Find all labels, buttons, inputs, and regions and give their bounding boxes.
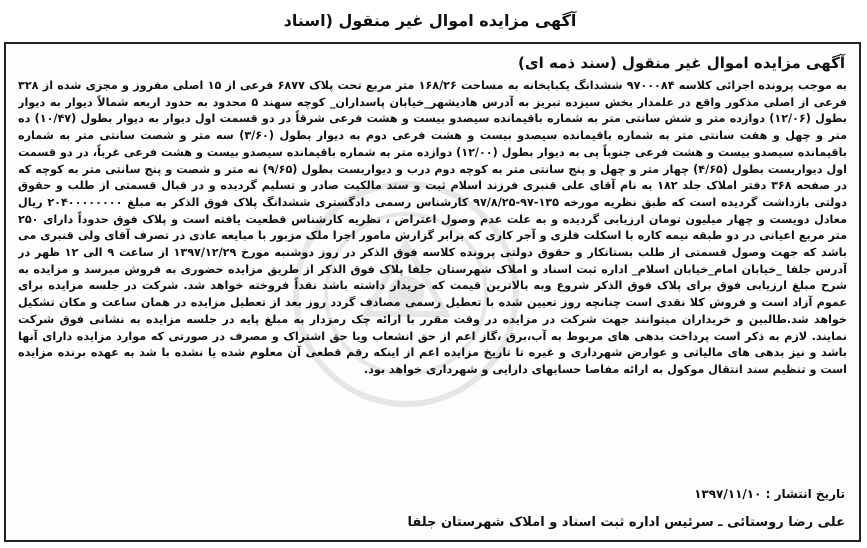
notice-title: آگهی مزایده اموال غیر منقول (سند ذمه ای) <box>518 54 845 72</box>
page-title: آگهی مزایده اموال غیر منقول (اسناد <box>283 11 577 30</box>
notice-frame <box>4 42 861 542</box>
notice-body: به موجب پرونده اجرائی کلاسه ۹۷۰۰۰۸۴ ششدانگ یکبابخانه به مساحت ۱۶۸/۲۶ متر مربع تحت پلاک ۶۸۷۷ فرعی از ۱۵ اصلی مفروز و مجزی شده از ۳۲۸ فرعی از اصلی مذکور واقع در علمدار بخش سیزده تبریز به آدرس هادیشهر_خیابان پاسداران_ کوچه سهند ۵ محدود به حدود اربعه شمالاً دیوار به دیوار بطول (۱۲/۰۶) دوازده متر و شش سانتی متر به شماره باقیمانده سیصدو بیست و هشت فرعی شرقاً در دو قسمت اول دیوار به دیوار بطول (۱۰/۴۷) ده متر و چهل و هفت سانتی متر به شماره باقیمانده سیصدو بیست و هشت فرعی دوم به دیوار بطول (۳/۶۰) سه متر و شصت سانتی متر به شماره باقیمانده سیصدو بیست و هشت فرعی جنوباً پی به دیوار بطول (۱۲/۰۰) دوازده متر به شماره باقیمانده سیصدو بیست و هشت فرعی غرباً، در دو قسمت اول دیواربست بطول (۴/۶۵) چهار متر و چهل و پنج سانتی متر به کوچه دوم درب و دیواربست بطول (۹/۶۵) نه متر و شصت و پنج سانتی متر به کوچه که در صفحه ۳۶۸ دفتر املاک جلد ۱۸۲ به نام آقای علی قنبری فرزند اسلام ثبت و سند مالکیت صادر و تسلیم گردیده و در قبال قسمتی از طلب و حقوق دولتی بازداشت گردیده است که طبق نظریه مورخه ۱۳۵-۹۷-۹۷/۸/۲۵ کارشناس رسمی دادگستری ششدانگ پلاک فوق الذکر به مبلغ ۲۰۴۰۰۰۰۰۰۰۰ ریال معادل دویست و چهار میلیون تومان ارزیابی گردیده و به علت عدم وصول اعتراض ، نظریه کارشناس قطعیت یافته است و پلاک فوق حدوداً دارای ۲۵۰ متر مربع اعیانی در دو طبقه نیمه کاره با اسکلت فلزی و آجر کاری که برابر گزارش مامور اجرا ملک مزبور با مبایعه عادی در تصرف آقای ولی قنبری می باشد که جهت وصول قسمتی از طلب بستانکار و حقوق دولتی پرونده کلاسه فوق الذکر در روز دوشنبه مورخ ۱۳۹۷/۱۲/۲۹ از ساعت ۹ الی ۱۲ ظهر در آدرس جلفا _خیابان امام_خیابان اسلام_ اداره ثبت اسناد و املاک شهرستان جلفا پلاک فوق الذکر از طریق مزایده حضوری به فروش میرسد و مزایده به شرح مبلغ ارزیابی فوق برای پلاک فوق الذکر شروع وبه بالاترین قیمت که خریدار داشته باشد نقداً فروخته خواهد شد. شرکت در جلسه مزایده برای عموم آزاد است و فروش کلا نقدی است چنانچه روز تعیین شده با تعطیل رسمی مصادف گردد روز بعد از تعطیل مزایده در همان ساعت و مکان تشکیل خواهد شد.طالبین و خریداران میتوانند جهت شرکت در مزایده در وقت مقرر با ارائه چک رمزدار به مبلغ پایه در جلسه مزایده به نشانی فوق شرکت نمایند. لازم به ذکر است پرداخت بدهی های مربوط به آب،برق ،گاز اعم از حق انشعاب ویا حق اشتراک و مصرف در صورتی که موارد مزایده دارای آنها باشد و نیز بدهی های مالیاتی و عوارض شهرداری و غیره تا تاریخ مزایده اعم از اینکه رقم قطعی آن معلوم شده یا نشده با شد به عهده برنده مزایده است و تنظیم سند انتقال موکول به ارائه مفاصا حسابهای دارایی و شهرداری خواهد بود. <box>18 79 847 376</box>
signature: علی رضا روستائی ـ سرئیس اداره ثبت اسناد و املاک شهرستان جلفا <box>407 515 845 530</box>
publish-date: تاریخ انتشار : ۱۳۹۷/۱۱/۱۰ <box>694 487 845 501</box>
